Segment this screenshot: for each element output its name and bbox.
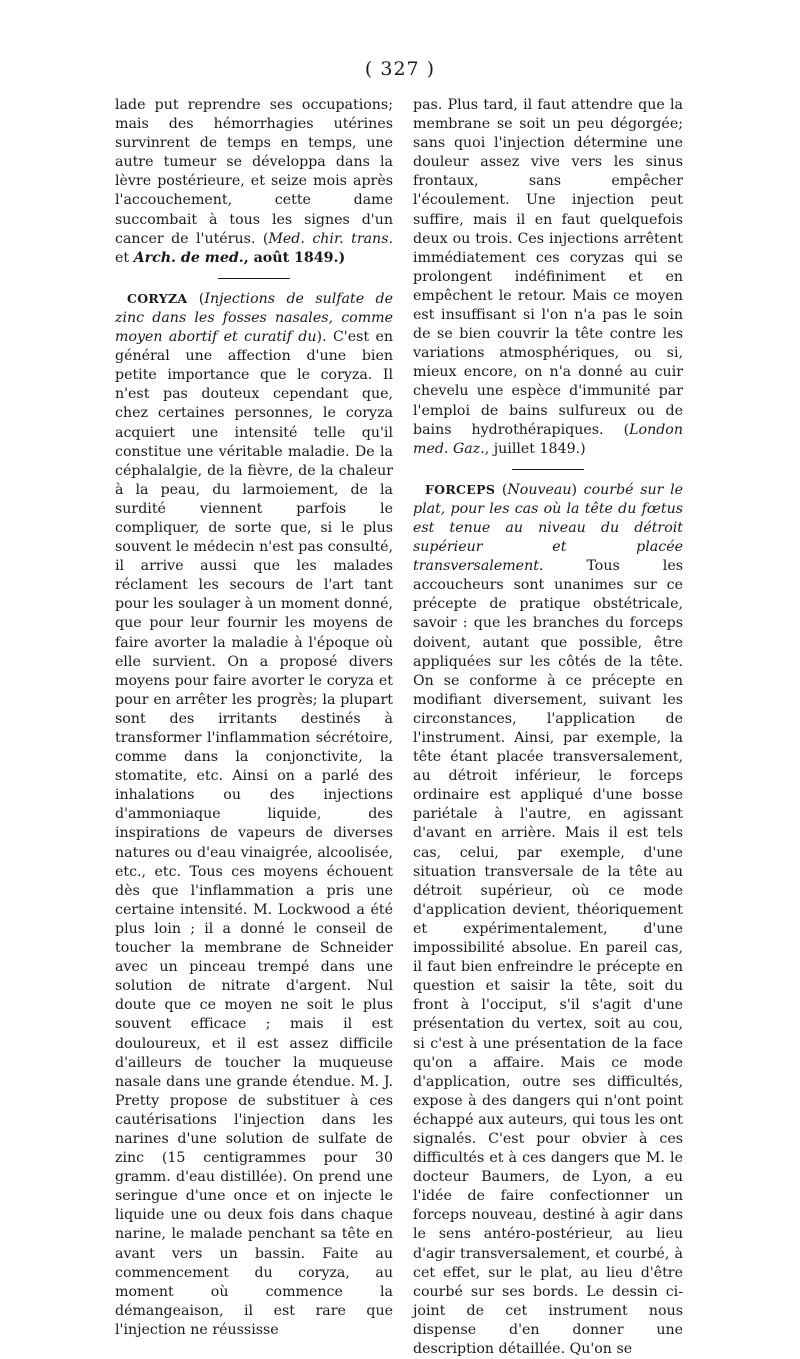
paragraph-coryza-continued bbox=[413, 96, 683, 459]
section-divider bbox=[218, 278, 290, 279]
section-divider bbox=[512, 469, 584, 470]
article-subtitle: Injections de sulfate de zinc dans les fosses nasales, comme moyen abortif et curatif du bbox=[115, 290, 393, 346]
heading-paren: ( bbox=[495, 481, 508, 498]
paragraph-text: lade put reprendre ses occupations; mais des hémorrhagies utérines survinrent de temps en temps, une autre tumeur se développa dans la lèvre postérieure, et seize mois après l'accouchement, cette dame succombait à tous les signes d'un cancer de l'utérus. ( bbox=[115, 97, 393, 247]
right-column bbox=[413, 96, 683, 1359]
article-subtitle: courbé sur le plat, pour les cas où la tête du fœtus est tenue au niveau du détroit supérieur et placée transversalement. bbox=[413, 481, 684, 575]
citation-conjunction: et bbox=[115, 249, 134, 266]
citation: London med. Gaz. bbox=[413, 421, 683, 457]
article-body: Tous les accoucheurs sont unanimes sur ce précepte de pratique obstétricale, savoir : que les branches du forceps doivent, autant que possible, être appliquées sur les côtés de la tête. On se conforme à ce précepte en modifiant diversement, suivant les circonstances, l'application de l'instrument. Ainsi, par exemple, la tête étant placée transversalement, au détroit inférieur, le forceps ordinaire est appliqué d'une bosse pariétale à l'autre, en agissant d'avant en arrière. Mais il est tels cas, celui, par exemple, d'une situation transversale de la tête au détroit supérieur, où ce mode d'application devient, théoriquement et expérimentalement, d'une impossibilité absolue. En pareil cas, il faut bien enfreindre le précepte en question et saisir la tête, soit du front à l'occiput, s'il s'agit d'une présentation du vertex, soit au cou, si c'est à une présentation de la face qu'on a affaire. Mais ce mode d'application, outre ses difficultés, expose à des dangers qui n'ont point échappé aux auteurs, qui tous les ont signalés. C'est pour obvier à ces difficultés et à ces dangers que M. le docteur Baumers, de Lyon, a eu l'idée de faire confectionner un forceps nouveau, destiné à agir dans le sens antéro-postérieur, au lieu d'agir transversalement, et courbé, à cet effet, sur le plat, au lieu d'être courbé sur ses bords. Le dessin ci-joint de cet instrument nous dispense d'en donner une description détaillée. Qu'on se bbox=[413, 558, 683, 1357]
heading-qualifier: Nouveau bbox=[507, 481, 572, 498]
article-heading: CORYZA bbox=[127, 290, 188, 306]
article-body: C'est en général une affection d'une bien petite importance que le coryza. Il n'est pas douteux cependant que, chez certaines personnes, le coryza acquiert une intensité telle qu'il constitue une véritable maladie. De la céphalalgie, de la fièvre, de la chaleur à la peau, du larmoiement, de la surdité viennent parfois le compliquer, de sorte que, si le plus souvent le médecin n'est pas consulté, il arrive aussi que les malades réclament les secours de l'art tant pour les soulager à un moment donné, que pour leur fournir les moyens de faire avorter la maladie à l'époque où elle survient. On a proposé divers moyens pour faire avorter le coryza et pour en arrêter les progrès; la plupart sont des irritants destinés à transformer l'inflammation sécrétoire, comme dans la conjonctivite, la stomatite, etc. Ainsi on a parlé des inhalations ou des injections d'ammoniaque liquide, des inspirations de vapeurs de diverses natures ou d'eau vinaigrée, alcoolisée, etc., etc. Tous ces moyens échouent dès que l'inflammation a pris une certaine intensité. M. Lockwood a été plus loin ; il a donné le conseil de toucher la membrane de Schneider avec un pinceau trempé dans une solution de nitrate d'argent. Nul doute que ce moyen ne soit le plus souvent efficace ; mais il est douloureux, et il est assez difficile d'ailleurs de toucher la muqueuse nasale dans une grande étendue. M. J. Pretty propose de substituer à ces cautérisations l'injection dans les narines d'une solution de sulfate de zinc (15 centigrammes pour 30 gramm. d'eau distillée). On prend une seringue d'une once et on injecte le liquide une ou deux fois dans chaque narine, le malade penchant sa tête en avant vers un bassin. Faite au commencement du coryza, au moment où commence la démangeaison, il est rare que l'injection ne réussisse bbox=[115, 329, 393, 1338]
heading-paren: ( bbox=[187, 290, 205, 307]
citation: Med. chir. trans. bbox=[268, 230, 393, 247]
citation: Arch. de med. bbox=[133, 249, 244, 266]
paragraph-text: pas. Plus tard, il faut attendre que la membrane se soit un peu dégorgée; sans quoi l'injection détermine une douleur assez vive vers les sinus frontaux, sans empêcher l'écoulement. Une injection peut suffire, mais il en faut quelquefois deux ou trois. Ces injections arrêtent immédiatement ces coryzas qui se prolongent indéfiniment et en empêchent le retour. Mais ce moyen est insuffisant si l'on n'a pas le soin de se bien couvrir la tête contre les variations atmosphériques, ou si, mieux encore, on n'a donné au cuir chevelu une espèce d'immunité par l'emploi de bains sulfureux ou de bains hydrothérapiques. ( bbox=[413, 97, 683, 438]
article-forceps bbox=[413, 480, 683, 1359]
left-column bbox=[115, 96, 393, 1340]
article-heading: FORCEPS bbox=[425, 481, 496, 497]
citation-date: , août 1849.) bbox=[243, 249, 346, 266]
heading-paren: ). bbox=[316, 329, 327, 346]
paragraph-uterine-cancer bbox=[115, 96, 393, 268]
page-number: ( 327 ) bbox=[364, 58, 436, 80]
heading-paren: ) bbox=[571, 481, 584, 498]
article-coryza bbox=[115, 289, 393, 1340]
citation-date: , juillet 1849.) bbox=[484, 440, 586, 457]
